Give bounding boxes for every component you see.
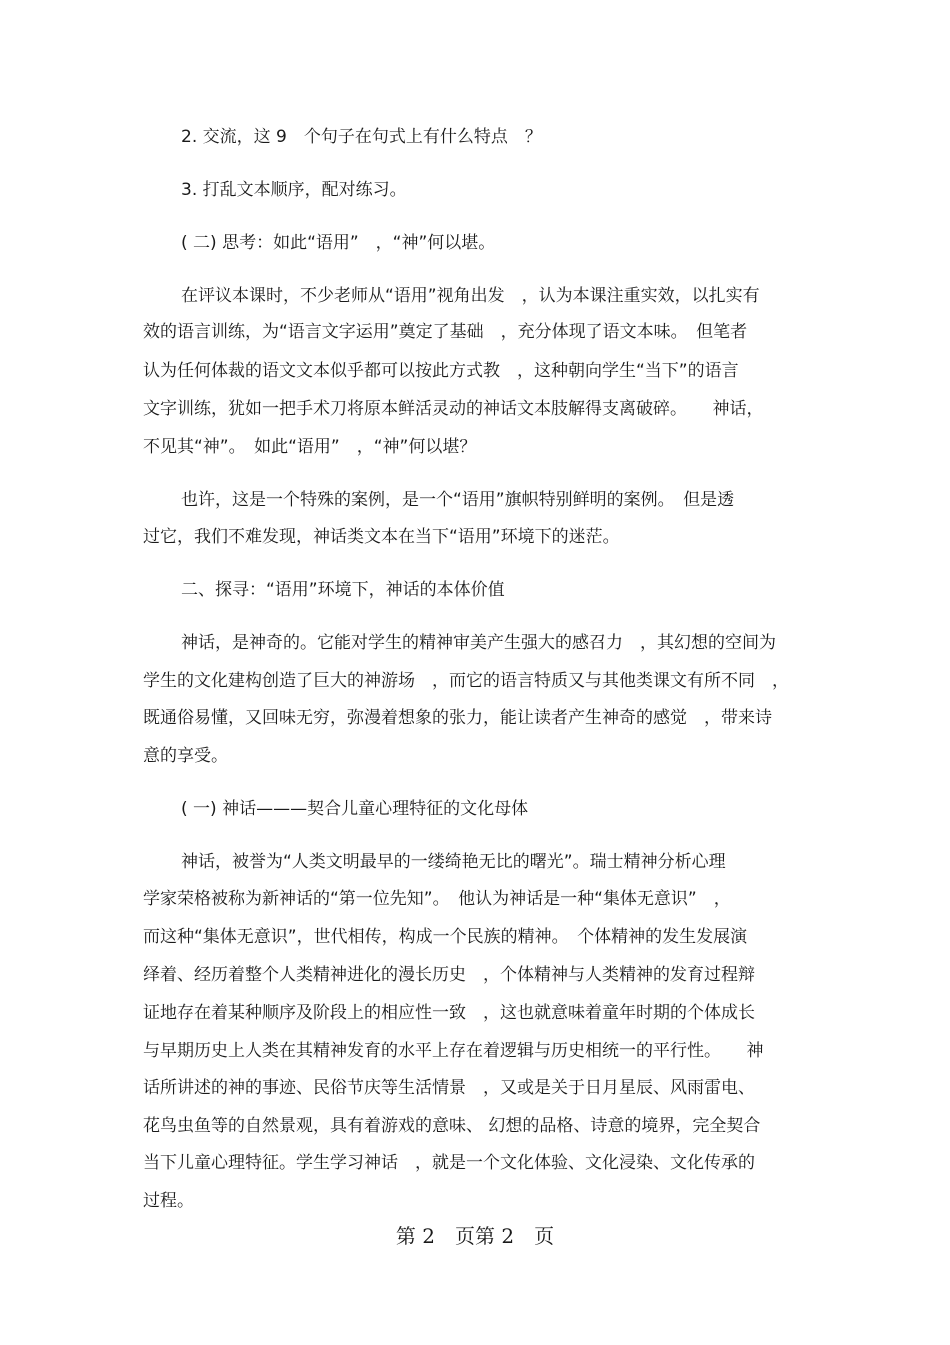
text-line: 2. 交流，这 9 个句子在句式上有什么特点 ？ (181, 127, 542, 147)
text-line: 过程。 (143, 1191, 194, 1211)
text-line: 不见其“神”。 如此“语用” ，“神”何以堪？ (143, 437, 477, 457)
text-line: 过它，我们不难发现，神话类文本在当下“语用”环境下的迷茫。 (143, 527, 620, 547)
text-line: 效的语言训练，为“语言文字运用”奠定了基础 ，充分体现了语文本味。 但笔者 (143, 322, 748, 342)
text-line: 绎着、经历着整个人类精神进化的漫长历史 ，个体精神与人类精神的发育过程辩 (143, 965, 755, 985)
page-footer: 第 2 页第 2 页 (395, 1224, 555, 1248)
text-line: 学家荣格被称为新神话的“第一位先知”。 他认为神话是一种“集体无意识” ， (143, 889, 731, 909)
text-line: 3. 打乱文本顺序，配对练习。 (181, 180, 407, 200)
text-line: 当下儿童心理特征。学生学习神话 ，就是一个文化体验、文化浸染、文化传承的 (143, 1153, 755, 1173)
text-line: 也许，这是一个特殊的案例，是一个“语用”旗帜特别鲜明的案例。 但是透 (181, 490, 735, 510)
text-line: 花鸟虫鱼等的自然景观，具有着游戏的意味、 幻想的品格、诗意的境界，完全契合 (143, 1116, 761, 1136)
text-line: 与早期历史上人类在其精神发育的水平上存在着逻辑与历史相统一的平行性。 神 (143, 1041, 764, 1061)
text-line: 文字训练，犹如一把手术刀将原本鲜活灵动的神话文本肢解得支离破碎。 神话， (143, 399, 764, 419)
text-line: 证地存在着某种顺序及阶段上的相应性一致 ，这也就意味着童年时期的个体成长 (143, 1003, 755, 1023)
text-line: 话所讲述的神的事迹、民俗节庆等生活情景 ，又或是关于日月星辰、风雨雷电、 (143, 1078, 755, 1098)
section-heading: ( 一) 神话———契合儿童心理特征的文化母体 (181, 799, 529, 819)
text-line: 在评议本课时，不少老师从“语用”视角出发 ，认为本课注重实效，以扎实有 (181, 286, 760, 306)
text-line: 而这种“集体无意识”，世代相传，构成一个民族的精神。 个体精神的发生发展演 (143, 927, 748, 947)
section-heading: 二、探寻：“语用”环境下，神话的本体价值 (181, 580, 505, 600)
text-line: 既通俗易懂，又回味无穷，弥漫着想象的张力，能让读者产生神奇的感觉 ，带来诗 (143, 708, 772, 728)
text-line: 神话，是神奇的。它能对学生的精神审美产生强大的感召力 ，其幻想的空间为 (181, 633, 776, 653)
section-heading: ( 二) 思考：如此“语用” ，“神”何以堪。 (181, 233, 496, 253)
text-line: 认为任何体裁的语文文本似乎都可以按此方式教 ，这种朝向学生“当下”的语言 (143, 361, 739, 381)
text-line: 意的享受。 (143, 746, 228, 766)
text-line: 神话，被誉为“人类文明最早的一缕绮艳无比的曙光”。瑞士精神分析心理 (181, 852, 726, 872)
text-line: 学生的文化建构创造了巨大的神游场 ，而它的语言特质又与其他类课文有所不同 ， (143, 671, 789, 691)
